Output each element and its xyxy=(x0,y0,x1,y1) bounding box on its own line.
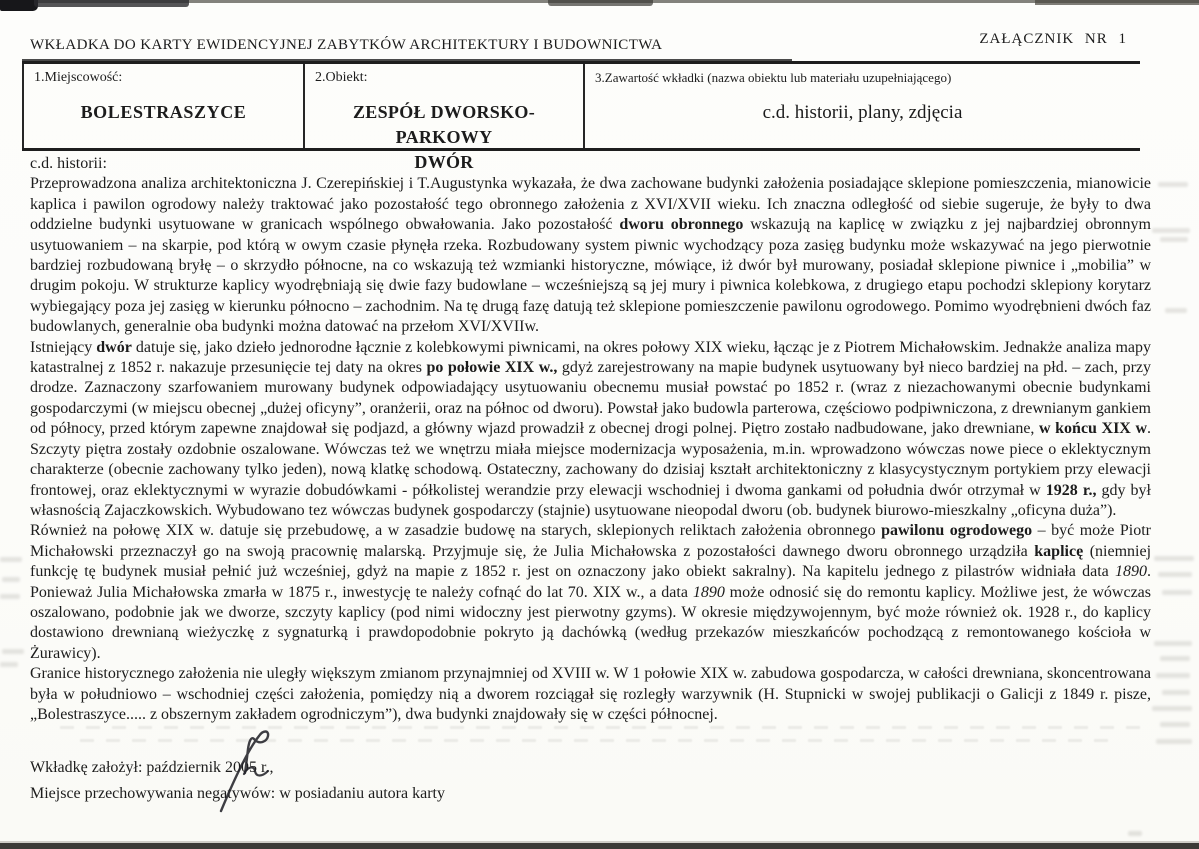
scan-artifact xyxy=(1158,182,1188,187)
history-paragraphs xyxy=(30,174,1151,725)
scan-artifact xyxy=(1160,656,1190,661)
document-title: WKŁADKA DO KARTY EWIDENCYJNEJ ZABYTKÓW ARCHITEKTURY I BUDOWNICTWA xyxy=(30,37,663,53)
scan-artifact xyxy=(1128,831,1142,836)
footer-negatives-line: Miejsce przechowywania negatywów: w posiadaniu autora karty xyxy=(30,785,445,802)
scan-artifact xyxy=(0,843,1199,849)
table-cell-object xyxy=(305,64,585,172)
table-border-accent xyxy=(22,59,792,61)
locality-label: 1.Miejscowość: xyxy=(34,70,123,85)
scan-artifact xyxy=(0,0,38,11)
id-table xyxy=(22,61,1140,172)
scan-artifact xyxy=(1158,572,1192,577)
scan-artifact xyxy=(1156,739,1192,744)
signature-mark xyxy=(211,727,293,813)
contents-value: c.d. historii, plany, zdjęcia xyxy=(762,102,963,123)
scan-artifact xyxy=(2,649,24,654)
scan-artifact xyxy=(1152,228,1190,233)
scan-artifact xyxy=(0,594,20,599)
scan-artifact xyxy=(0,662,18,667)
history-paragraph: Granice historycznego założenia nie uległy większym zmianom przynajmniej od XVIII w. W 1 połowie XIX w. zabudowa gospodarcza, w całości drewniana, skoncentrowana była w południowo – wschodniej części założenia, pomiędzy nią a dworem rozciągał się rozległy warzywnik (H. Stupnicki w swojej publikacji o Galicji z 1849 r. pisze, „Bolestraszyce..... z obszernym zakładem ogrodniczym”), dwa budynki znajdowały się w części północnej. xyxy=(30,665,1151,723)
table-cell-contents xyxy=(585,64,1140,148)
scan-artifact xyxy=(1154,556,1194,561)
object-label: 2.Obiekt: xyxy=(315,70,368,85)
scan-artifact xyxy=(1156,673,1190,678)
section-label: c.d. historii: xyxy=(30,155,107,172)
history-paragraph: Przeprowadzona analiza architektoniczna J. Czerepińskiej i T.Augustynka wykazała, że dwa zachowane budynki założenia posiadające sklepione pomieszczenia, mianowicie kaplica i pawilon ogrodowy należy traktować jako pozostałość tego obronnego założenia z XVI/XVII wieku. Ich znaczna odległość od siebie sugeruje, że były to dwa oddzielne budynki usytuowane w granicach wspólnego obwałowania. Jako pozostałość dworu obronnego wskazują na kaplicę w związku z jej najbardziej obronnym usytuowaniem – na skarpie, pod którą w owym czasie płynęła rzeka. Rozbudowany system piwnic wychodzący poza zasięg budynku może wskazywać na jego pierwotnie bardziej rozbudowaną bryłę – o skrzydło północne, na co wskazują też wzmianki historyczne, mówiące, iż dwór był murowany, posiadał sklepione piwnice i „mobilia” w drugim pokoju. W strukturze kaplicy wyodrębniają się dwie fazy budowlane – wcześniejszą są jej mury i piwnica kolebkowa, z drugiego etapu pochodzi sklepiony korytarz wybiegający poza jej zasięg w kierunku północno – zachodnim. Na tę drugą fazę datują też sklepione pomieszczenie pawilonu ogrodowego. Pomimo wyodrębnieni dwóch faz budowlanych, generalnie oba budynki można datować na przełom XVI/XVIIw. xyxy=(30,175,1152,336)
object-value-line2: DWÓR xyxy=(414,152,474,172)
scan-artifact xyxy=(34,0,189,7)
locality-value: BOLESTRASZYCE xyxy=(80,102,247,122)
scan-artifact xyxy=(1035,0,1199,5)
header-row xyxy=(30,31,1165,54)
scan-artifact xyxy=(0,557,22,562)
scan-artifact xyxy=(1154,641,1192,646)
scan-artifact xyxy=(1160,722,1190,727)
scan-artifact xyxy=(1160,237,1188,242)
footer-created-line: Wkładkę założył: październik 2005 r., xyxy=(30,759,274,776)
annex-label: ZAŁĄCZNIK NR 1 xyxy=(979,31,1127,47)
history-paragraph: Również na połowę XIX w. datuje się przebudowę, a w zasadzie budowę na starych, sklepionych reliktach założenia obronnego pawilonu ogrodowego – być może Piotr Michałowski przeznaczył go na swoją pracownię malarską. Przyjmuje się, że Julia Michałowska z pozostałości dawnego dworu obronnego urządziła kaplicę (niemniej funkcję tę budynek musiał pełnić już wcześniej, gdyż na mapie z 1852 r. jest on oznaczony jako obiekt sakralny). Na kapitelu jednego z pilastrów widniała data 1890. Ponieważ Julia Michałowska zmarła w 1875 r., inwestycję te należy cofnąć do lat 70. XIX w., a data 1890 może odnosić się do remontu kaplicy. Możliwe jest, że wówczas oszalowano, podobnie jak we dworze, szczyty kaplicy (pod nimi widoczny jest pierwotny gzyms). W okresie międzywojennym, być może również ok. 1928 r., do kaplicy dostawiono drewnianą wieżyczkę z sygnaturką i prawdopodobnie pokryto ją dachówką (według przekazów mieszkańców pochodzącą z remontowanego kościoła w Żurawicy). xyxy=(30,522,1152,662)
table-cell-locality xyxy=(22,64,305,148)
scan-artifact xyxy=(1162,590,1192,595)
scan-artifact xyxy=(1165,308,1187,313)
scan-artifact xyxy=(2,577,20,582)
scan-artifact xyxy=(548,0,653,6)
object-value-line1: ZESPÓŁ DWORSKO-PARKOWY xyxy=(352,102,536,147)
scan-artifact xyxy=(1162,690,1190,695)
scan-artifact xyxy=(1152,706,1192,711)
contents-label: 3.Zawartość wkładki (nazwa obiektu lub materiału uzupełniającego) xyxy=(595,70,952,85)
history-paragraph: Istniejący dwór datuje się, jako dzieło jednorodne łącznie z kolebkowymi piwnicami, na okres połowy XIX wieku, łącząc je z Piotrem Michałowskim. Jednakże analiza mapy katastralnej z 1852 r. nakazuje przesunięcie tej daty na okres po połowie XIX w., gdyż zarejestrowany na mapie budynek usytuowany był nieco bardziej na płd. – zach, przy drodze. Zaznaczony szarfowaniem murowany budynek odpowiadający usytuowaniu obecnemu musiał powstać po 1852 r. (wraz z niezachowanymi obecnie budynkami gospodarczymi (w miejscu obecnej „dużej oficyny”, oranżerii, oraz na północ od dworu). Powstał jako budowla parterowa, częściowo podpiwniczona, z drewnianym gankiem od północy, przed którym zapewne znajdował się podjazd, a główny wjazd prowadził z obecnej drogi polnej. Piętro zostało nadbudowane, jako drewniane, w końcu XIX w. Szczyty piętra zostały ozdobnie oszalowane. Wówczas też we wnętrzu miała miejsce modernizacja wyposażenia, m.in. wprowadzono wówczas nowe piece o eklektycznym charakterze (obecnie zachowany tylko jeden), nową klatkę schodową. Ostateczny, zachowany do dzisiaj kształt architektoniczny z klasycystycznym portykiem przy elewacji frontowej, oraz eklektycznymi w wyrazie dobudówkami - półkolistej werandzie przy elewacji wschodniej i dwoma gankami od południa dwór otrzymał w 1928 r., gdy był własnością Zajaczkowskich. Wybudowano tez wówczas budynek gospodarczy (stajnie) usytuowane nieopodal dworu (ob. budynek biurowo-mieszkalny „oficyna duża”). xyxy=(30,338,1151,519)
history-text xyxy=(30,154,1151,725)
